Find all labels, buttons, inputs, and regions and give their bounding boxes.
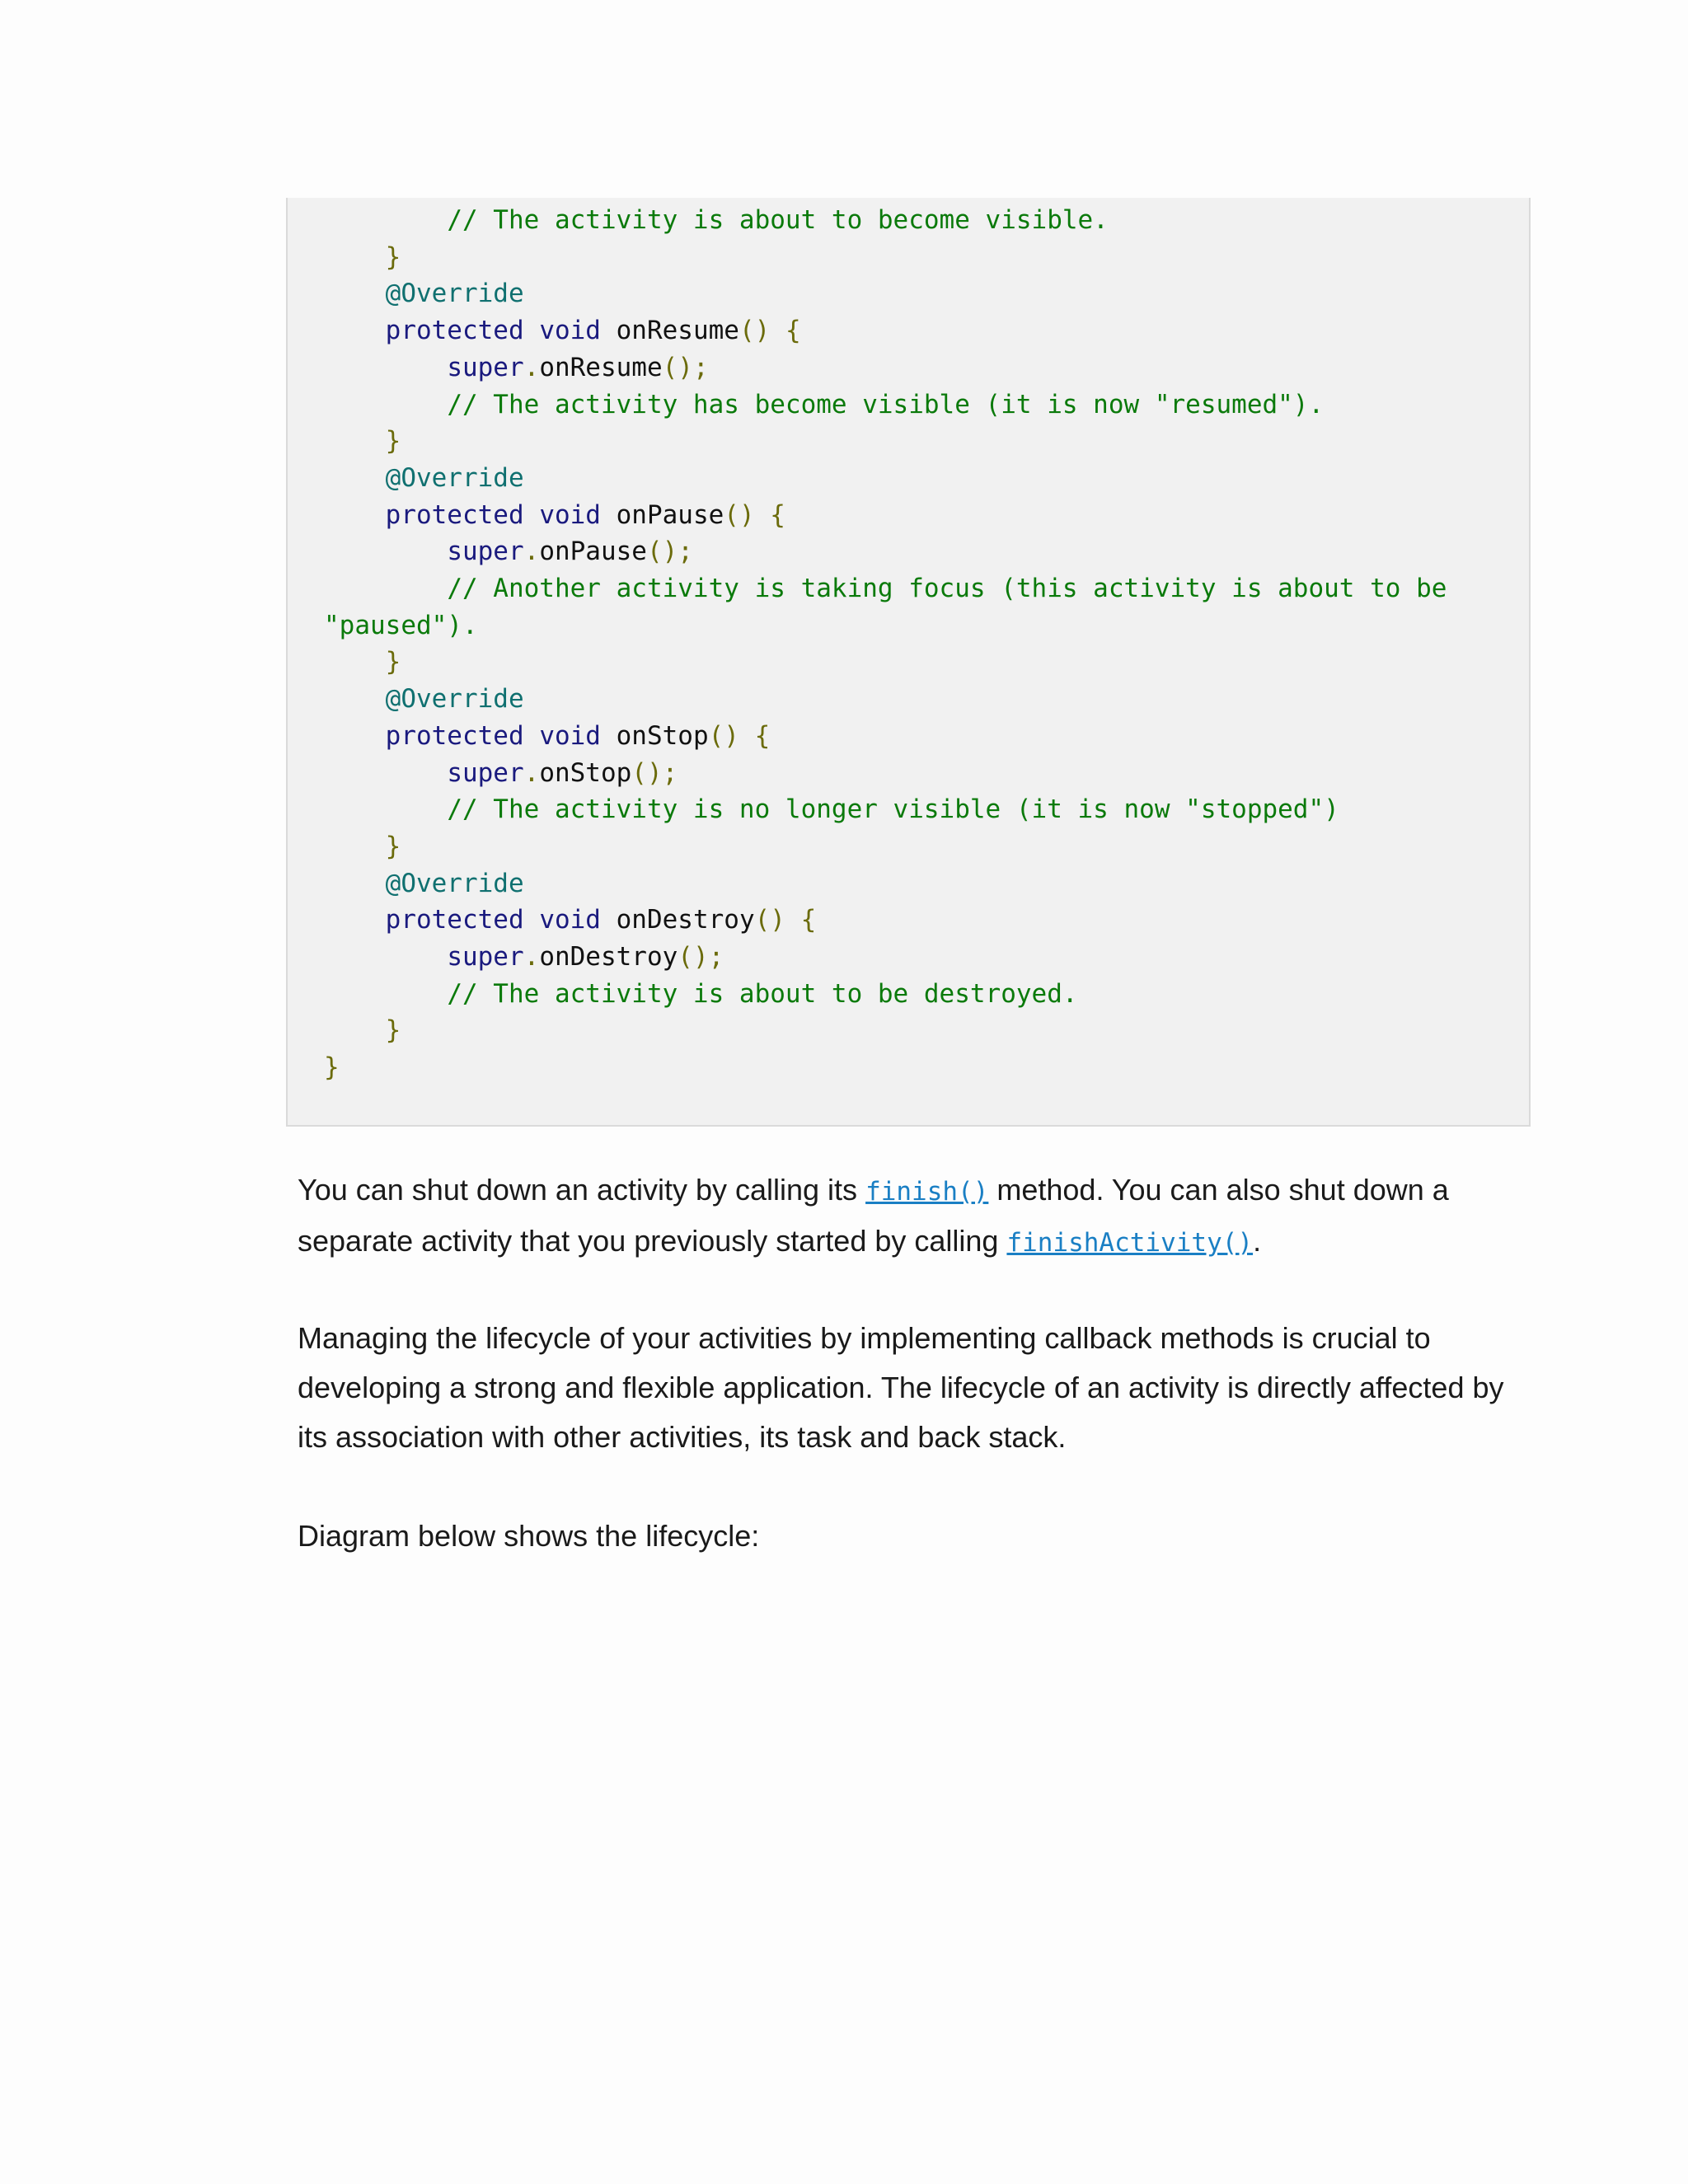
paragraph-text: method. You can also shut down a separate activity that you previously started by calling [298,1173,1449,1258]
code-token: void [539,720,601,751]
code-token: } [385,647,401,677]
code-line [324,828,401,865]
code-token: super [447,537,524,567]
code-line [324,718,770,755]
code-token [324,426,386,456]
code-token: void [539,905,601,935]
finish-activity-link[interactable]: finishActivity() [1006,1228,1254,1258]
code-line [324,349,709,387]
code-token [324,205,447,235]
code-token: super [447,757,524,788]
code-token [324,463,386,493]
code-token [324,279,386,308]
code-token: // The activity is no longer visible (it is now "stopped") [447,794,1339,825]
code-token [324,684,386,714]
paragraph-lifecycle: Managing the lifecycle of your activities by implementing callback methods is crucial to developing a strong and flexible application. The lifecycle of an activity is directly affected by its association with other activities, its task and back stack. [298,1321,1504,1454]
code-token: () [724,499,755,530]
paragraph-text: . [1253,1224,1262,1258]
code-token: . [523,757,540,788]
code-token [324,316,386,345]
code-token [324,1015,386,1045]
code-token: @Override [385,462,524,493]
code-token: onStop [600,720,709,751]
code-token: (); [678,942,724,972]
code-token [524,905,540,935]
code-token [755,500,771,530]
code-line [324,1049,340,1086]
code-token: onDestroy [600,905,755,935]
code-line [324,1012,401,1049]
code-line [324,460,524,497]
code-token: . [523,537,540,567]
code-token [524,316,540,345]
code-token: { [754,720,771,751]
code-token [324,758,447,788]
code-line [324,275,524,312]
code-token: void [539,316,601,346]
code-token [324,942,447,972]
code-token: } [324,1052,340,1083]
code-token [324,794,447,824]
code-token: @Override [385,684,524,715]
code-token: onDestroy [539,942,678,972]
code-token [524,500,540,530]
code-token: } [385,831,401,861]
code-token: (); [662,352,709,382]
code-token: } [385,426,401,457]
code-line [324,533,693,570]
code-token: } [385,241,401,272]
code-token: protected [385,720,524,751]
code-line [324,570,1447,607]
code-token: () [754,905,785,935]
code-token [785,905,801,935]
code-line [324,755,678,792]
code-token [524,721,540,751]
code-token [324,832,386,861]
code-line [324,976,1078,1013]
code-token: @Override [385,868,524,898]
code-line [324,791,1339,828]
code-token [770,316,785,345]
code-line [324,423,401,460]
code-token: { [770,499,785,530]
code-token: onResume [600,316,739,346]
finish-link[interactable]: finish() [865,1177,989,1207]
code-token [324,869,386,898]
code-token [739,721,755,751]
paragraph-diagram-intro: Diagram below shows the lifecycle: [298,1519,760,1553]
code-line [324,497,785,534]
code-token [324,353,447,382]
code-token: onPause [539,537,647,567]
code-token: super [447,352,524,382]
code-token: // The activity has become visible (it is now "resumed"). [447,389,1325,419]
code-token [324,574,447,603]
code-token: void [539,499,601,530]
code-line [324,202,1109,239]
code-line [324,607,478,644]
code-block [286,198,1531,1127]
code-token [324,905,386,935]
code-token: { [800,905,817,935]
code-line [324,644,401,681]
code-token [324,242,386,272]
code-token [324,979,447,1009]
code-token: . [523,942,540,972]
code-token: super [447,942,524,972]
code-token: @Override [385,279,524,309]
code-line [324,902,816,939]
code-line [324,681,524,718]
code-line [324,312,801,349]
code-line [324,865,524,902]
code-token: protected [385,905,524,935]
code-token: } [385,1015,401,1046]
code-token: onStop [539,757,632,788]
code-token: // The activity is about to become visible. [447,205,1109,235]
code-token [324,537,447,566]
code-token: protected [385,316,524,346]
code-token: onPause [600,499,724,530]
code-token [324,390,447,419]
code-token: onResume [539,352,663,382]
code-token: () [738,316,771,346]
code-token: (); [646,537,693,567]
code-token: () [708,720,739,751]
code-line [324,239,401,276]
code-line [324,387,1324,424]
code-token: . [523,352,540,382]
code-token: (); [631,757,678,788]
paragraph-text: You can shut down an activity by calling its [298,1173,866,1207]
paragraph-finish [298,1165,1534,1268]
code-line [324,939,724,976]
code-token: // Another activity is taking focus (this activity is about to be [447,574,1447,603]
code-token: protected [385,499,524,530]
code-token [324,721,386,751]
code-token: // The activity is about to be destroyed. [447,978,1078,1009]
code-token [324,647,386,677]
code-token [324,500,386,530]
code-token: "paused"). [324,610,478,640]
code-token: { [785,316,801,346]
